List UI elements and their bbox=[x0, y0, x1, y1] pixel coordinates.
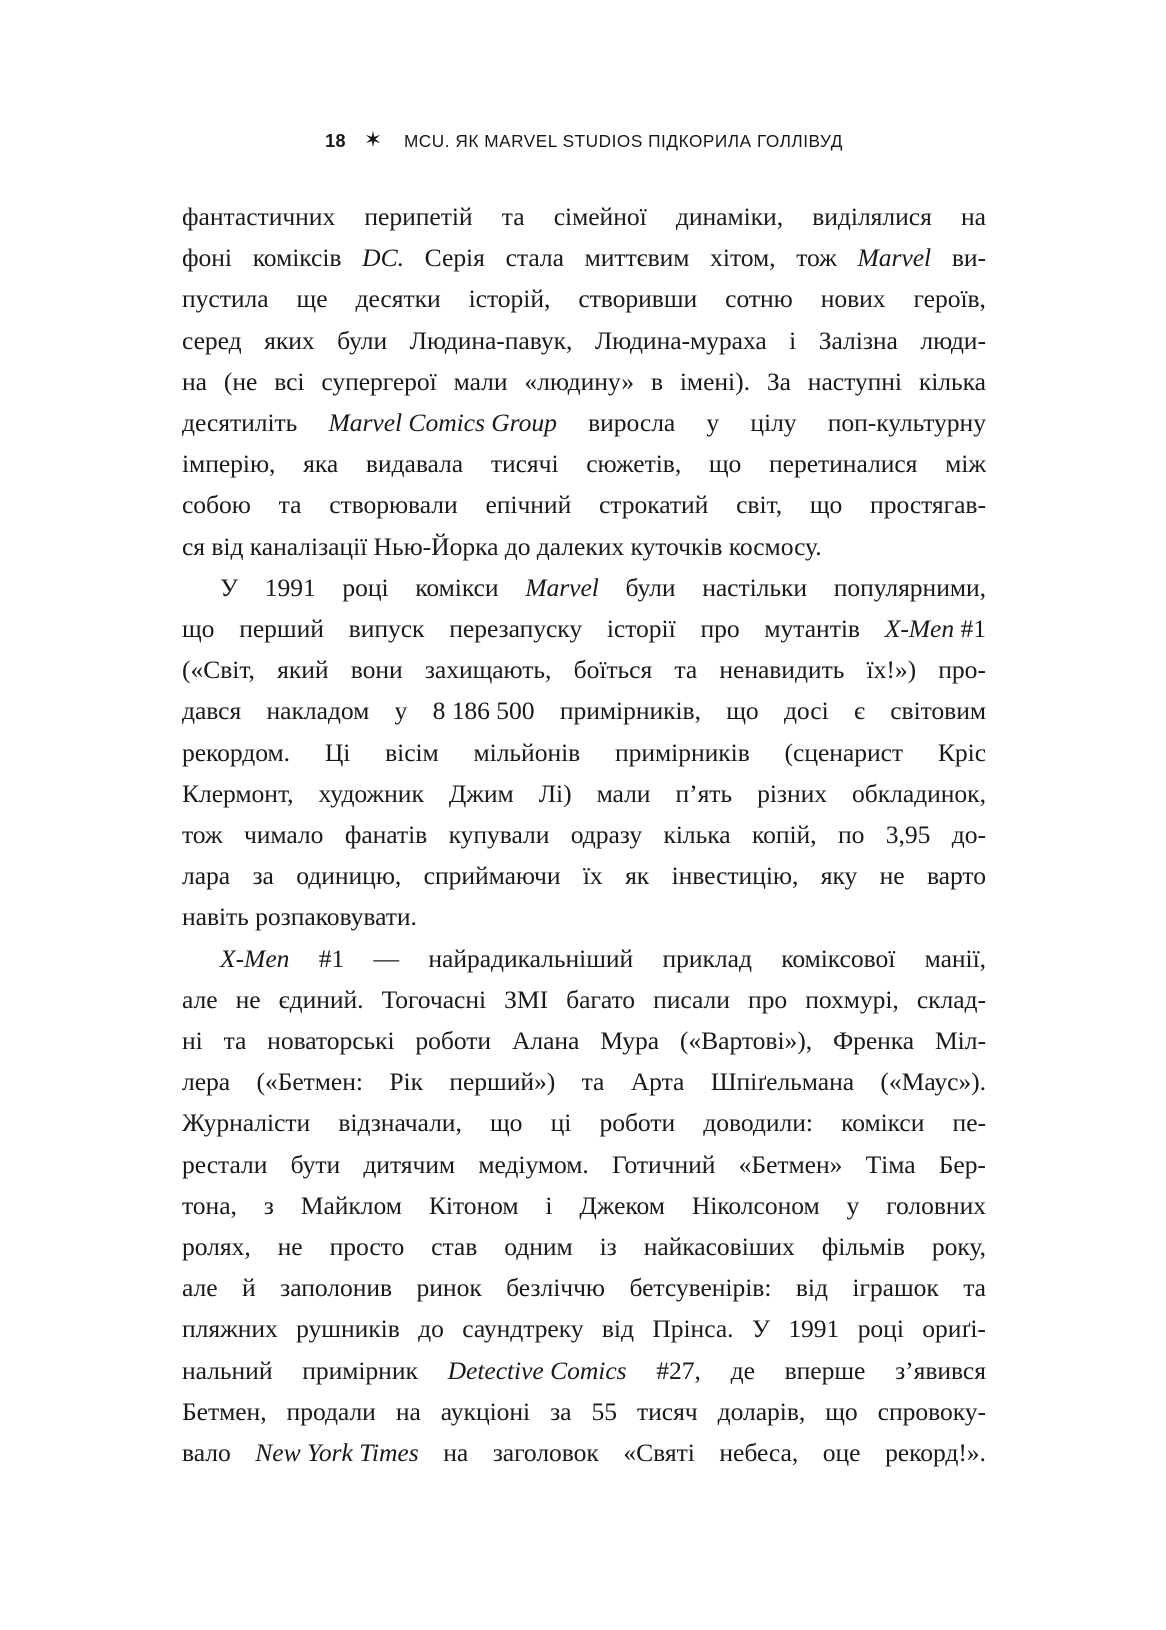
text-line: Бетмен, продали на аукціоні за 55 тисяч доларів, що спровоку- bbox=[182, 1396, 986, 1426]
text-line: імперію, яка видавала тисячі сюжетів, що перетиналися між bbox=[182, 449, 986, 479]
text-line: («Світ, який вони захищають, боїться та ненавидить їх!») про- bbox=[182, 655, 986, 685]
text-line: дався накладом у 8 186 500 примірників, що досі є світовим bbox=[182, 696, 986, 726]
running-head-inner bbox=[325, 127, 843, 152]
text-line: лара за одиницю, сприймаючи їх як інвестицію, яку не варто bbox=[182, 861, 986, 891]
body-text-block bbox=[182, 196, 986, 1473]
text-line: десятиліть Marvel Comics Group виросла у цілу поп-культурну bbox=[182, 408, 986, 438]
text-line: Журналісти відзначали, що ці роботи доводили: комікси пе- bbox=[182, 1108, 986, 1138]
text-line: пустила ще десятки історій, створивши сотню нових героїв, bbox=[182, 284, 986, 314]
text-line: нальний примірник Detective Comics #27, де вперше з’явився bbox=[182, 1355, 986, 1385]
page-number: 18 bbox=[325, 130, 346, 151]
paragraph-3 bbox=[182, 938, 986, 1474]
text-line: фантастичних перипетій та сімейної динаміки, виділялися на bbox=[182, 202, 986, 231]
text-line: рестали бути дитячим медіумом. Готичний «Бетмен» Тіма Бер- bbox=[182, 1149, 986, 1179]
text-line: У 1991 році комікси Marvel були настільки популярними, bbox=[220, 572, 986, 602]
text-line: що перший випуск перезапуску історії про мутантів X-Men #1 bbox=[182, 614, 986, 644]
text-line: серед яких були Людина-павук, Людина-мураха і Залізна люди- bbox=[182, 325, 986, 355]
paragraph-2 bbox=[182, 567, 986, 938]
paragraph-1 bbox=[182, 196, 986, 567]
text-line: але не єдиний. Тогочасні ЗМІ багато писали про похмурі, склад- bbox=[182, 984, 986, 1014]
running-head bbox=[182, 126, 986, 156]
text-line: лера («Бетмен: Рік перший») та Арта Шпіґельмана («Маус»). bbox=[182, 1067, 986, 1097]
text-line: ні та новаторські роботи Алана Мура («Вартові»), Френка Міл- bbox=[182, 1026, 986, 1056]
text-line: ролях, не просто став одним із найкасовіших фільмів року, bbox=[182, 1232, 986, 1262]
text-line: X-Men #1 — найрадикальніший приклад коміксової манії, bbox=[220, 943, 986, 973]
running-head-title: MCU. ЯК MARVEL STUDIOS ПІДКОРИЛА ГОЛЛІВУД bbox=[403, 130, 843, 151]
text-line: але й заполонив ринок безліччю бетсувенірів: від іграшок та bbox=[182, 1273, 986, 1303]
text-line: ся від каналізації Нью-Йорка до далеких куточків космосу. bbox=[182, 531, 822, 561]
text-line: рекордом. Ці вісім мільйонів примірників (сценарист Кріс bbox=[182, 737, 986, 767]
text-line: на (не всі супергерої мали «людину» в імені). За наступні кілька bbox=[182, 366, 986, 396]
star-icon: ✶ bbox=[363, 127, 383, 152]
text-line: тона, з Майклом Кітоном і Джеком Ніколсоном у головних bbox=[182, 1190, 986, 1220]
text-line: вало New York Times на заголовок «Святі небеса, оце рекорд!». bbox=[182, 1438, 986, 1468]
text-line: пляжних рушників до саундтреку від Прінса. У 1991 році ориґі- bbox=[182, 1314, 986, 1344]
text-line: собою та створювали епічний строкатий світ, що простягав- bbox=[182, 490, 986, 520]
text-line: Клермонт, художник Джим Лі) мали п’ять різних обкладинок, bbox=[182, 778, 986, 808]
text-line: навіть розпаковувати. bbox=[182, 902, 417, 932]
text-line: фоні коміксів DC. Серія стала миттєвим хітом, тож Marvel ви- bbox=[182, 243, 986, 273]
text-line: тож чимало фанатів купували одразу кілька копій, по 3,95 до- bbox=[182, 820, 986, 850]
